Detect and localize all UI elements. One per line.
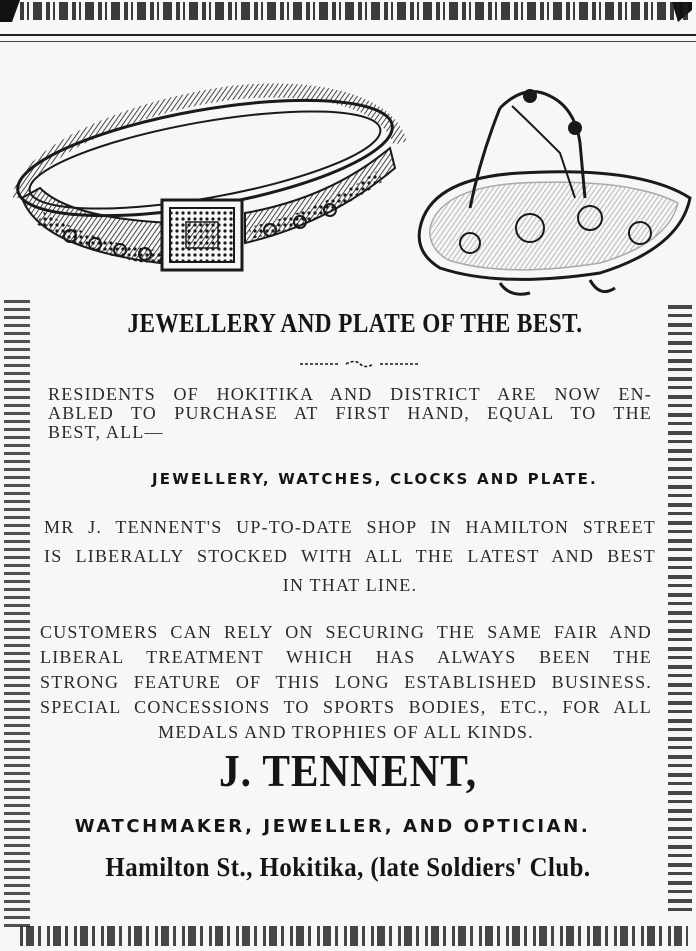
intro-line: BEST, ALL—: [48, 422, 164, 442]
customer-line: LIBERAL TREATMENT WHICH HAS ALWAYS BEEN THE: [40, 647, 652, 667]
customer-line: STRONG FEATURE OF THIS LONG ESTABLISHED BUSINESS.: [40, 672, 652, 692]
bottom-border-pattern: [20, 926, 688, 946]
customer-paragraph: [40, 622, 652, 747]
top-border-pattern: [20, 2, 688, 20]
intro-line: ABLED TO PURCHASE AT FIRST HAND, EQUAL TO THE: [48, 403, 652, 423]
proprietor-name: J. TENNENT,: [219, 745, 477, 796]
shop-line: IS LIBERALLY STOCKED WITH ALL THE LATEST AND BEST: [44, 546, 656, 566]
shop-line: MR J. TENNENT'S UP-TO-DATE SHOP IN HAMILTON STREET: [44, 517, 656, 537]
basket-icon: [419, 89, 690, 294]
customer-line: CUSTOMERS CAN RELY ON SECURING THE SAME FAIR AND: [40, 622, 652, 642]
headline: JEWELLERY AND PLATE OF THE BEST.: [127, 308, 583, 338]
intro-paragraph: [48, 384, 652, 441]
divider-flourish: [300, 359, 420, 369]
top-rule-thin: [0, 41, 696, 42]
intro-line: RESIDENTS OF HOKITIKA AND DISTRICT ARE NOW EN-: [48, 384, 652, 404]
corner-ornament-left: [0, 0, 20, 22]
goods-line: JEWELLERY, WATCHES, CLOCKS AND PLATE.: [152, 470, 598, 488]
address-line: Hamilton St., Hokitika, (late Soldiers' Club.: [105, 852, 591, 882]
customer-line: SPECIAL CONCESSIONS TO SPORTS BODIES, ETC., FOR ALL: [40, 697, 652, 717]
top-rule: [0, 34, 696, 36]
shop-line: IN THAT LINE.: [282, 575, 418, 595]
trades-line: WATCHMAKER, JEWELLER, AND OPTICIAN.: [74, 816, 591, 837]
right-border-pattern: [668, 305, 692, 915]
jewellery-illustrations: [0, 48, 696, 308]
shop-paragraph: [44, 517, 656, 604]
bangle-icon: [10, 78, 401, 270]
customer-line: MEDALS AND TROPHIES OF ALL KINDS.: [158, 722, 534, 742]
